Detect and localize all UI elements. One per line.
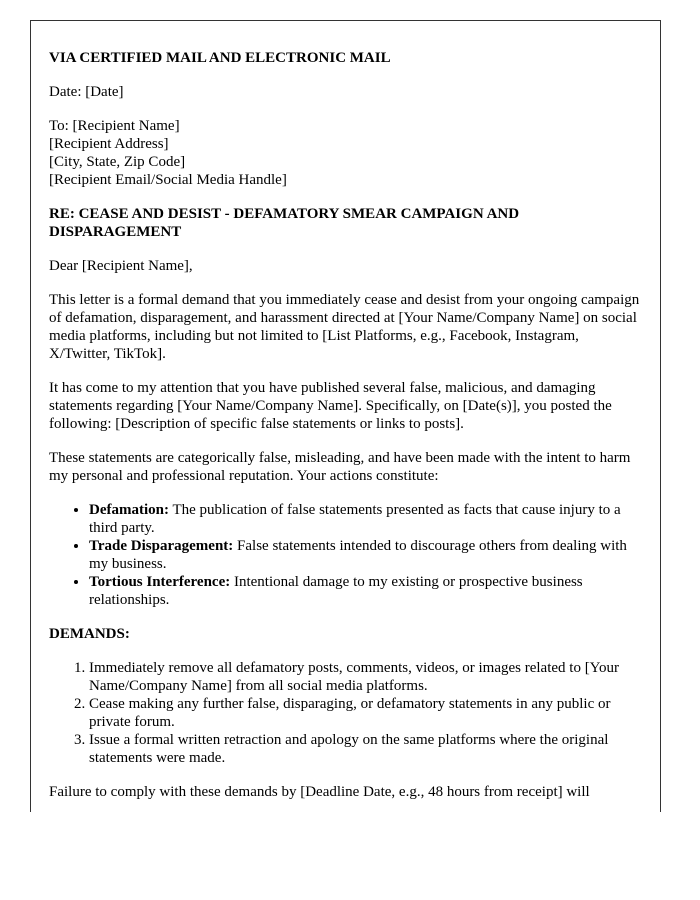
demands-heading: DEMANDS: <box>49 626 130 642</box>
recipient-line: To: [Recipient Name] <box>49 118 180 134</box>
recipient-line: [City, State, Zip Code] <box>49 154 186 170</box>
claim-text: False statements intended to discourage others from dealing with my business. <box>89 538 627 572</box>
list-item <box>89 537 642 573</box>
delivery-method-heading: VIA CERTIFIED MAIL AND ELECTRONIC MAIL <box>49 50 391 66</box>
claim-text: The publication of false statements presented as facts that cause injury to a third party. <box>89 502 621 536</box>
claim-term: Trade Disparagement: <box>89 538 234 554</box>
claim-text: Intentional damage to my existing or prospective business relationships. <box>89 574 583 608</box>
list-item: 1. Immediately remove all defamatory posts, comments, videos, or images related to [Your Name/Company Name] from all social media platforms. <box>89 659 642 695</box>
claim-term: Defamation: <box>89 502 169 518</box>
claim-term: Tortious Interference: <box>89 574 231 590</box>
closing-paragraph: Failure to comply with these demands by [Deadline Date, e.g., 48 hours from receipt] will <box>49 784 590 800</box>
salutation: Dear [Recipient Name], <box>49 258 193 274</box>
list-item <box>89 573 642 609</box>
recipient-line: [Recipient Address] <box>49 136 169 152</box>
list-item <box>89 501 642 537</box>
recipient-address <box>49 117 642 189</box>
list-item: 3. Issue a formal written retraction and apology on the same platforms where the original statements were made. <box>89 731 642 767</box>
demands-list <box>49 659 642 767</box>
body-paragraph: It has come to my attention that you have published several false, malicious, and damaging statements regarding [Your Name/Company Name]. Specifically, on [Date(s)], you posted the following: [Description of specific false statements or links to posts]. <box>49 380 612 432</box>
body-paragraph: This letter is a formal demand that you immediately cease and desist from your ongoing campaign of defamation, disparagement, and harassment directed at [Your Name/Company Name] on social media platforms, including but not limited to [List Platforms, e.g., Facebook, Instagram, X/Twitter, TikTok]. <box>49 292 640 362</box>
list-item: 2. Cease making any further false, disparaging, or defamatory statements in any public or private forum. <box>89 695 642 731</box>
body-paragraph: These statements are categorically false, misleading, and have been made with the intent to harm my personal and professional reputation. Your actions constitute: <box>49 450 631 484</box>
claims-list <box>49 501 642 609</box>
recipient-line: [Recipient Email/Social Media Handle] <box>49 172 287 188</box>
letter-date: Date: [Date] <box>49 84 124 100</box>
subject-line: RE: CEASE AND DESIST - DEFAMATORY SMEAR CAMPAIGN AND DISPARAGEMENT <box>49 206 520 240</box>
letter-page <box>30 20 661 812</box>
